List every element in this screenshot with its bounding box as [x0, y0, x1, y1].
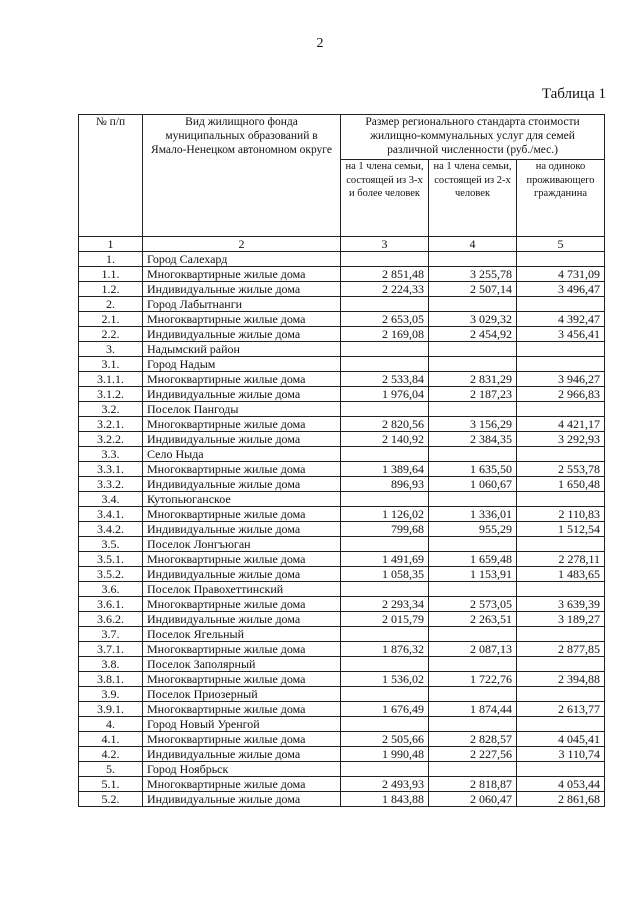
row-housing-type: Город Новый Уренгой: [143, 717, 341, 732]
column-number: 1: [79, 237, 143, 252]
value-single: 2 110,83: [517, 507, 605, 522]
row-housing-type: Индивидуальные жилые дома: [143, 612, 341, 627]
value-family-2: [429, 297, 517, 312]
value-family-2: [429, 252, 517, 267]
row-housing-type: Поселок Ягельный: [143, 627, 341, 642]
table-row: [79, 462, 605, 477]
row-number: 5.2.: [79, 792, 143, 807]
value-family-2: [429, 717, 517, 732]
value-single: [517, 627, 605, 642]
header-single: на одиноко проживающего гражданина: [517, 160, 605, 237]
row-number: 3.1.: [79, 357, 143, 372]
value-single: [517, 357, 605, 372]
row-housing-type: Поселок Пангоды: [143, 402, 341, 417]
row-housing-type: Поселок Лонгъюган: [143, 537, 341, 552]
value-family-3plus: [341, 447, 429, 462]
row-housing-type: Многоквартирные жилые дома: [143, 312, 341, 327]
row-number: 3.4.1.: [79, 507, 143, 522]
row-number: 2.: [79, 297, 143, 312]
row-number: 3.8.: [79, 657, 143, 672]
value-single: 3 639,39: [517, 597, 605, 612]
value-family-3plus: 2 293,34: [341, 597, 429, 612]
row-number: 3.2.2.: [79, 432, 143, 447]
value-family-3plus: [341, 297, 429, 312]
column-number: 4: [429, 237, 517, 252]
value-family-2: 2 831,29: [429, 372, 517, 387]
value-family-3plus: 1 491,69: [341, 552, 429, 567]
row-housing-type: Город Надым: [143, 357, 341, 372]
row-housing-type: Индивидуальные жилые дома: [143, 477, 341, 492]
row-number: 4.2.: [79, 747, 143, 762]
value-family-2: 2 818,87: [429, 777, 517, 792]
row-number: 3.7.: [79, 627, 143, 642]
row-housing-type: Многоквартирные жилые дома: [143, 702, 341, 717]
value-family-2: 2 507,14: [429, 282, 517, 297]
value-family-2: 2 060,47: [429, 792, 517, 807]
value-single: 2 613,77: [517, 702, 605, 717]
table-row: [79, 282, 605, 297]
table-row: [79, 657, 605, 672]
value-single: 1 512,54: [517, 522, 605, 537]
value-single: 2 394,88: [517, 672, 605, 687]
value-single: 3 110,74: [517, 747, 605, 762]
table-row: [79, 492, 605, 507]
value-single: 3 456,41: [517, 327, 605, 342]
value-single: [517, 447, 605, 462]
value-single: 4 053,44: [517, 777, 605, 792]
value-family-2: 1 874,44: [429, 702, 517, 717]
value-family-2: [429, 762, 517, 777]
value-family-3plus: 2 015,79: [341, 612, 429, 627]
value-single: [517, 297, 605, 312]
value-family-3plus: 1 058,35: [341, 567, 429, 582]
row-housing-type: Многоквартирные жилые дома: [143, 777, 341, 792]
header-family-2: на 1 члена семьи, состоящей из 2-х человек: [429, 160, 517, 237]
value-family-2: 955,29: [429, 522, 517, 537]
value-family-2: 1 153,91: [429, 567, 517, 582]
table-row: [79, 732, 605, 747]
header-housing-type: Вид жилищного фонда муниципальных образований в Ямало-Ненецком автономном округе: [143, 115, 341, 237]
row-number: 3.6.2.: [79, 612, 143, 627]
row-housing-type: Надымский район: [143, 342, 341, 357]
row-number: 2.1.: [79, 312, 143, 327]
row-number: 3.5.1.: [79, 552, 143, 567]
value-single: 2 553,78: [517, 462, 605, 477]
row-housing-type: Многоквартирные жилые дома: [143, 642, 341, 657]
value-single: [517, 582, 605, 597]
value-family-2: 2 573,05: [429, 597, 517, 612]
value-family-3plus: 2 653,05: [341, 312, 429, 327]
value-family-3plus: 2 533,84: [341, 372, 429, 387]
value-family-2: [429, 357, 517, 372]
value-family-2: 2 384,35: [429, 432, 517, 447]
table-row: [79, 357, 605, 372]
value-family-2: [429, 402, 517, 417]
value-family-2: 3 029,32: [429, 312, 517, 327]
value-family-3plus: [341, 627, 429, 642]
row-number: 4.1.: [79, 732, 143, 747]
value-single: 3 189,27: [517, 612, 605, 627]
value-single: 1 483,65: [517, 567, 605, 582]
row-number: 3.8.1.: [79, 672, 143, 687]
column-number: 5: [517, 237, 605, 252]
table-row: [79, 627, 605, 642]
value-single: 4 731,09: [517, 267, 605, 282]
row-number: 3.1.2.: [79, 387, 143, 402]
table-row: [79, 447, 605, 462]
row-number: 3.7.1.: [79, 642, 143, 657]
column-numbers-row: [79, 237, 605, 252]
value-family-3plus: [341, 537, 429, 552]
value-single: [517, 537, 605, 552]
table-row: [79, 717, 605, 732]
row-housing-type: Село Ныда: [143, 447, 341, 462]
value-family-3plus: 1 126,02: [341, 507, 429, 522]
value-single: [517, 342, 605, 357]
row-housing-type: Многоквартирные жилые дома: [143, 372, 341, 387]
value-family-3plus: 1 389,64: [341, 462, 429, 477]
value-family-3plus: [341, 762, 429, 777]
page-number: 2: [316, 36, 324, 51]
value-family-3plus: 1 536,02: [341, 672, 429, 687]
value-family-3plus: [341, 717, 429, 732]
value-family-2: 1 722,76: [429, 672, 517, 687]
table-row: [79, 642, 605, 657]
table-row: [79, 597, 605, 612]
value-family-2: [429, 342, 517, 357]
value-single: 3 946,27: [517, 372, 605, 387]
value-single: [517, 252, 605, 267]
value-family-3plus: 1 876,32: [341, 642, 429, 657]
value-single: [517, 687, 605, 702]
row-number: 3.: [79, 342, 143, 357]
row-number: 3.9.1.: [79, 702, 143, 717]
row-number: 3.9.: [79, 687, 143, 702]
row-housing-type: Многоквартирные жилые дома: [143, 462, 341, 477]
value-family-3plus: [341, 492, 429, 507]
row-housing-type: Индивидуальные жилые дома: [143, 522, 341, 537]
value-family-2: 2 227,56: [429, 747, 517, 762]
row-housing-type: Поселок Правохеттинский: [143, 582, 341, 597]
row-number: 1.: [79, 252, 143, 267]
value-family-2: 1 635,50: [429, 462, 517, 477]
table-row: [79, 582, 605, 597]
table-row: [79, 297, 605, 312]
value-family-3plus: 1 843,88: [341, 792, 429, 807]
value-family-3plus: 1 976,04: [341, 387, 429, 402]
row-housing-type: Многоквартирные жилые дома: [143, 672, 341, 687]
table-row: [79, 432, 605, 447]
table-row: [79, 507, 605, 522]
value-family-3plus: 896,93: [341, 477, 429, 492]
row-number: 5.: [79, 762, 143, 777]
value-family-3plus: 2 140,92: [341, 432, 429, 447]
row-housing-type: Многоквартирные жилые дома: [143, 732, 341, 747]
value-family-2: 2 828,57: [429, 732, 517, 747]
row-number: 3.5.2.: [79, 567, 143, 582]
row-number: 1.1.: [79, 267, 143, 282]
standards-table: [78, 114, 605, 807]
row-housing-type: Многоквартирные жилые дома: [143, 267, 341, 282]
table-row: [79, 777, 605, 792]
table-row: [79, 567, 605, 582]
value-family-2: [429, 627, 517, 642]
table-row: [79, 477, 605, 492]
row-housing-type: Индивидуальные жилые дома: [143, 327, 341, 342]
value-family-2: 1 336,01: [429, 507, 517, 522]
row-housing-type: Индивидуальные жилые дома: [143, 387, 341, 402]
header-family-3plus: на 1 члена семьи, состоящей из 3-х и более человек: [341, 160, 429, 237]
row-housing-type: Многоквартирные жилые дома: [143, 552, 341, 567]
value-family-2: 3 156,29: [429, 417, 517, 432]
value-family-3plus: 1 990,48: [341, 747, 429, 762]
row-number: 3.6.: [79, 582, 143, 597]
table-row: [79, 687, 605, 702]
table-row: [79, 252, 605, 267]
value-family-2: [429, 447, 517, 462]
table-row: [79, 372, 605, 387]
value-family-2: [429, 582, 517, 597]
value-single: 4 421,17: [517, 417, 605, 432]
row-number: 1.2.: [79, 282, 143, 297]
header-number: № п/п: [79, 115, 143, 237]
value-single: 3 292,93: [517, 432, 605, 447]
table-row: [79, 267, 605, 282]
row-number: 3.3.1.: [79, 462, 143, 477]
table-row: [79, 387, 605, 402]
table-row: [79, 747, 605, 762]
table-row: [79, 417, 605, 432]
row-housing-type: Многоквартирные жилые дома: [143, 597, 341, 612]
row-housing-type: Город Салехард: [143, 252, 341, 267]
value-single: [517, 492, 605, 507]
row-housing-type: Индивидуальные жилые дома: [143, 747, 341, 762]
value-family-3plus: [341, 342, 429, 357]
value-single: 2 278,11: [517, 552, 605, 567]
value-single: [517, 762, 605, 777]
value-family-2: [429, 657, 517, 672]
value-family-2: [429, 537, 517, 552]
row-housing-type: Кутопьюганское: [143, 492, 341, 507]
table-row: [79, 762, 605, 777]
table-row: [79, 612, 605, 627]
row-housing-type: Город Ноябрьск: [143, 762, 341, 777]
table-row: [79, 312, 605, 327]
row-number: 3.5.: [79, 537, 143, 552]
row-housing-type: Город Лабытнанги: [143, 297, 341, 312]
value-single: 2 861,68: [517, 792, 605, 807]
table-row: [79, 537, 605, 552]
value-family-3plus: 2 851,48: [341, 267, 429, 282]
row-number: 2.2.: [79, 327, 143, 342]
row-housing-type: Поселок Приозерный: [143, 687, 341, 702]
row-number: 5.1.: [79, 777, 143, 792]
value-family-2: [429, 687, 517, 702]
row-number: 3.4.: [79, 492, 143, 507]
table-row: [79, 672, 605, 687]
table-row: [79, 342, 605, 357]
row-housing-type: Многоквартирные жилые дома: [143, 417, 341, 432]
value-single: 1 650,48: [517, 477, 605, 492]
value-family-3plus: [341, 357, 429, 372]
value-family-2: [429, 492, 517, 507]
table-header: [79, 115, 605, 252]
value-single: [517, 402, 605, 417]
value-family-3plus: [341, 402, 429, 417]
value-family-3plus: 2 169,08: [341, 327, 429, 342]
table-row: [79, 792, 605, 807]
value-family-3plus: [341, 687, 429, 702]
table-row: [79, 327, 605, 342]
row-housing-type: Индивидуальные жилые дома: [143, 567, 341, 582]
value-single: 3 496,47: [517, 282, 605, 297]
table-body: [79, 252, 605, 807]
value-family-3plus: 2 493,93: [341, 777, 429, 792]
value-family-3plus: 1 676,49: [341, 702, 429, 717]
table-row: [79, 522, 605, 537]
value-family-2: 1 659,48: [429, 552, 517, 567]
table-row: [79, 402, 605, 417]
value-family-2: 3 255,78: [429, 267, 517, 282]
value-family-3plus: [341, 657, 429, 672]
value-family-3plus: [341, 582, 429, 597]
value-family-3plus: 2 224,33: [341, 282, 429, 297]
row-housing-type: Индивидуальные жилые дома: [143, 432, 341, 447]
table-caption: Таблица 1: [541, 86, 606, 102]
column-number: 2: [143, 237, 341, 252]
row-number: 3.1.1.: [79, 372, 143, 387]
value-family-3plus: 2 505,66: [341, 732, 429, 747]
table-row: [79, 702, 605, 717]
value-single: 2 966,83: [517, 387, 605, 402]
row-housing-type: Индивидуальные жилые дома: [143, 282, 341, 297]
value-family-3plus: 799,68: [341, 522, 429, 537]
row-number: 3.3.2.: [79, 477, 143, 492]
row-housing-type: Поселок Заполярный: [143, 657, 341, 672]
value-single: 4 045,41: [517, 732, 605, 747]
row-number: 3.2.1.: [79, 417, 143, 432]
row-number: 3.3.: [79, 447, 143, 462]
row-housing-type: Многоквартирные жилые дома: [143, 507, 341, 522]
row-number: 4.: [79, 717, 143, 732]
value-family-2: 2 187,23: [429, 387, 517, 402]
table-row: [79, 552, 605, 567]
value-single: 2 877,85: [517, 642, 605, 657]
header-standard-size: Размер регионального стандарта стоимости жилищно-коммунальных услуг для семей различной численности (руб./мес.): [341, 115, 605, 160]
value-family-2: 2 263,51: [429, 612, 517, 627]
value-single: 4 392,47: [517, 312, 605, 327]
row-housing-type: Индивидуальные жилые дома: [143, 792, 341, 807]
value-single: [517, 657, 605, 672]
value-family-2: 1 060,67: [429, 477, 517, 492]
row-number: 3.6.1.: [79, 597, 143, 612]
column-number: 3: [341, 237, 429, 252]
value-family-3plus: [341, 252, 429, 267]
row-number: 3.4.2.: [79, 522, 143, 537]
value-single: [517, 717, 605, 732]
row-number: 3.2.: [79, 402, 143, 417]
value-family-2: 2 087,13: [429, 642, 517, 657]
value-family-2: 2 454,92: [429, 327, 517, 342]
value-family-3plus: 2 820,56: [341, 417, 429, 432]
